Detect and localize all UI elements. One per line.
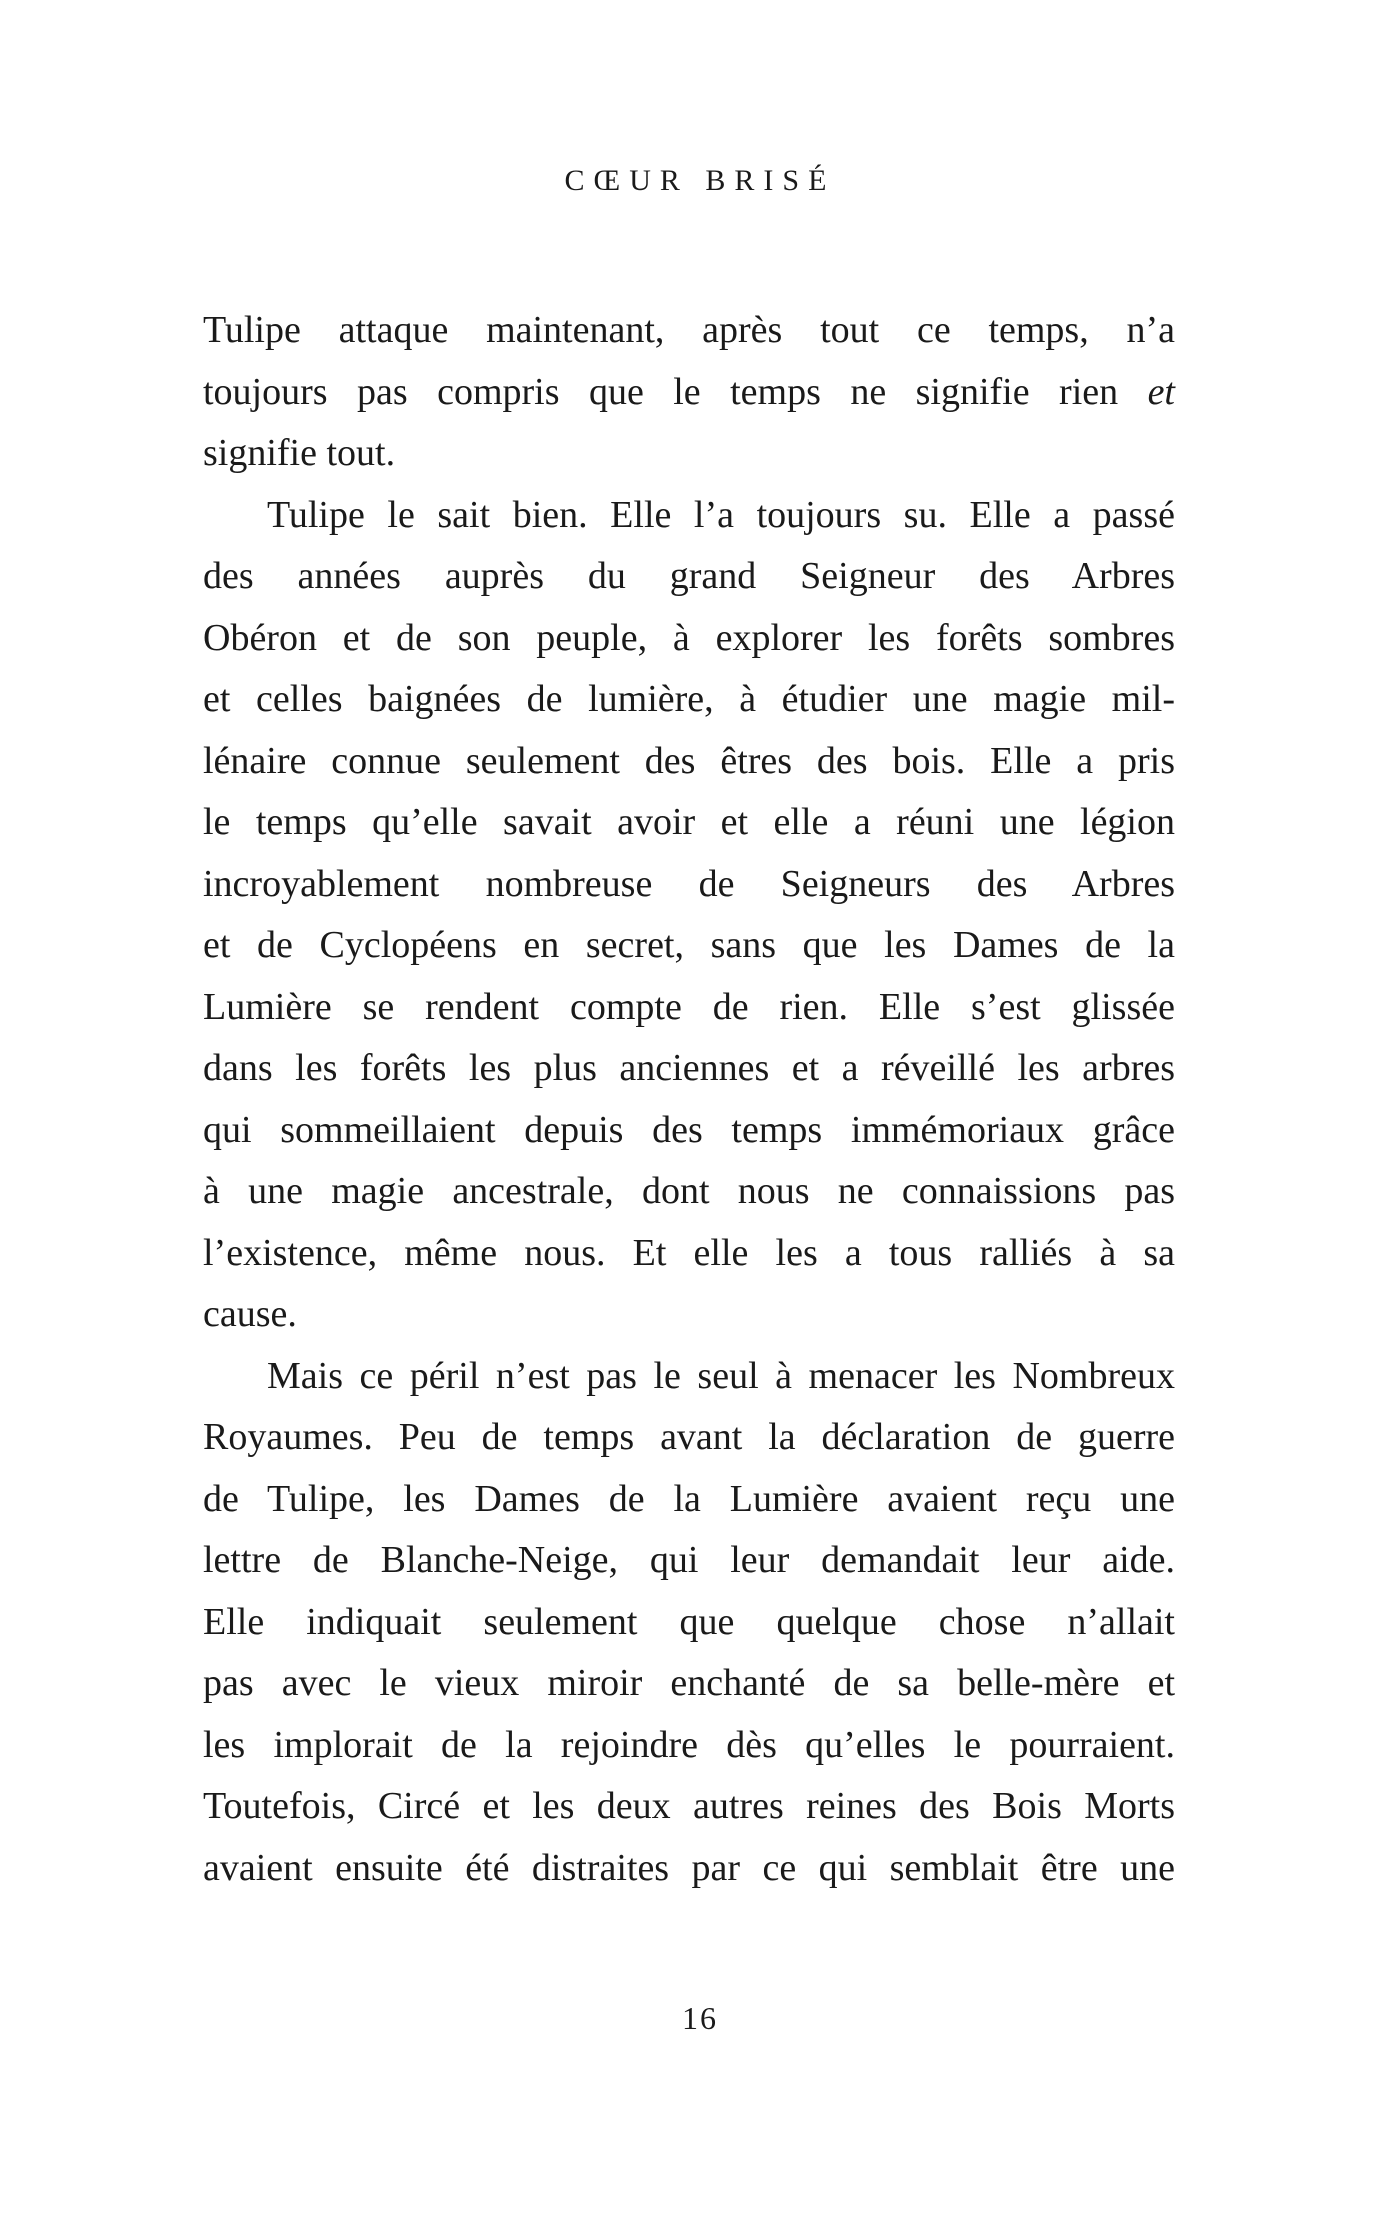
text-line: signifie tout. [203, 432, 396, 474]
text-line: toujours pas compris que le temps ne signifie rien et [203, 370, 1175, 413]
text-line: et de Cyclopéens en secret, sans que les Dames de la [203, 924, 1175, 966]
text-line: des années auprès du grand Seigneur des Arbres [203, 555, 1175, 597]
text-line: l’existence, même nous. Et elle les a tous ralliés à sa [203, 1231, 1175, 1274]
paragraph-first-line: Tulipe le sait bien. Elle l’a toujours su. Elle a passé [267, 493, 1175, 536]
text-line: les implorait de la rejoindre dès qu’elles le pourraient. [203, 1723, 1175, 1766]
text-line: Obéron et de son peuple, à explorer les forêts sombres [203, 616, 1175, 659]
text-line: le temps qu’elle savait avoir et elle a réuni une légion [203, 801, 1175, 843]
text-line: cause. [203, 1293, 297, 1335]
text-line: Toutefois, Circé et les deux autres reines des Bois Morts [203, 1785, 1175, 1827]
text-line: avaient ensuite été distraites par ce qui semblait être une [203, 1846, 1175, 1889]
text-line: pas avec le vieux miroir enchanté de sa belle-mère et [203, 1662, 1175, 1704]
text-line: à une magie ancestrale, dont nous ne connaissions pas [203, 1170, 1175, 1212]
text-line: et celles baignées de lumière, à étudier une magie mil- [203, 678, 1175, 720]
text-line: lettre de Blanche-Neige, qui leur demandait leur aide. [203, 1539, 1175, 1581]
italic-word: et [1147, 370, 1175, 413]
text-line: lénaire connue seulement des êtres des bois. Elle a pris [203, 739, 1175, 782]
text-line: qui sommeillaient depuis des temps immémoriaux grâce [203, 1108, 1175, 1151]
paragraph-first-line: Mais ce péril n’est pas le seul à menacer les Nombreux [267, 1354, 1175, 1397]
text-line: incroyablement nombreuse de Seigneurs des Arbres [203, 862, 1175, 905]
page-number: 16 [682, 2000, 718, 2036]
text-line: dans les forêts les plus anciennes et a réveillé les arbres [203, 1047, 1175, 1089]
body-text [203, 300, 1175, 1899]
text-line: Tulipe attaque maintenant, après tout ce temps, n’a [203, 309, 1175, 351]
text-line: Lumière se rendent compte de rien. Elle s’est glissée [203, 985, 1175, 1028]
running-head: CŒUR BRISÉ [564, 164, 836, 197]
text-line: Elle indiquait seulement que quelque chose n’allait [203, 1600, 1175, 1643]
text-line: Royaumes. Peu de temps avant la déclaration de guerre [203, 1416, 1175, 1458]
text-line: de Tulipe, les Dames de la Lumière avaient reçu une [203, 1477, 1175, 1520]
